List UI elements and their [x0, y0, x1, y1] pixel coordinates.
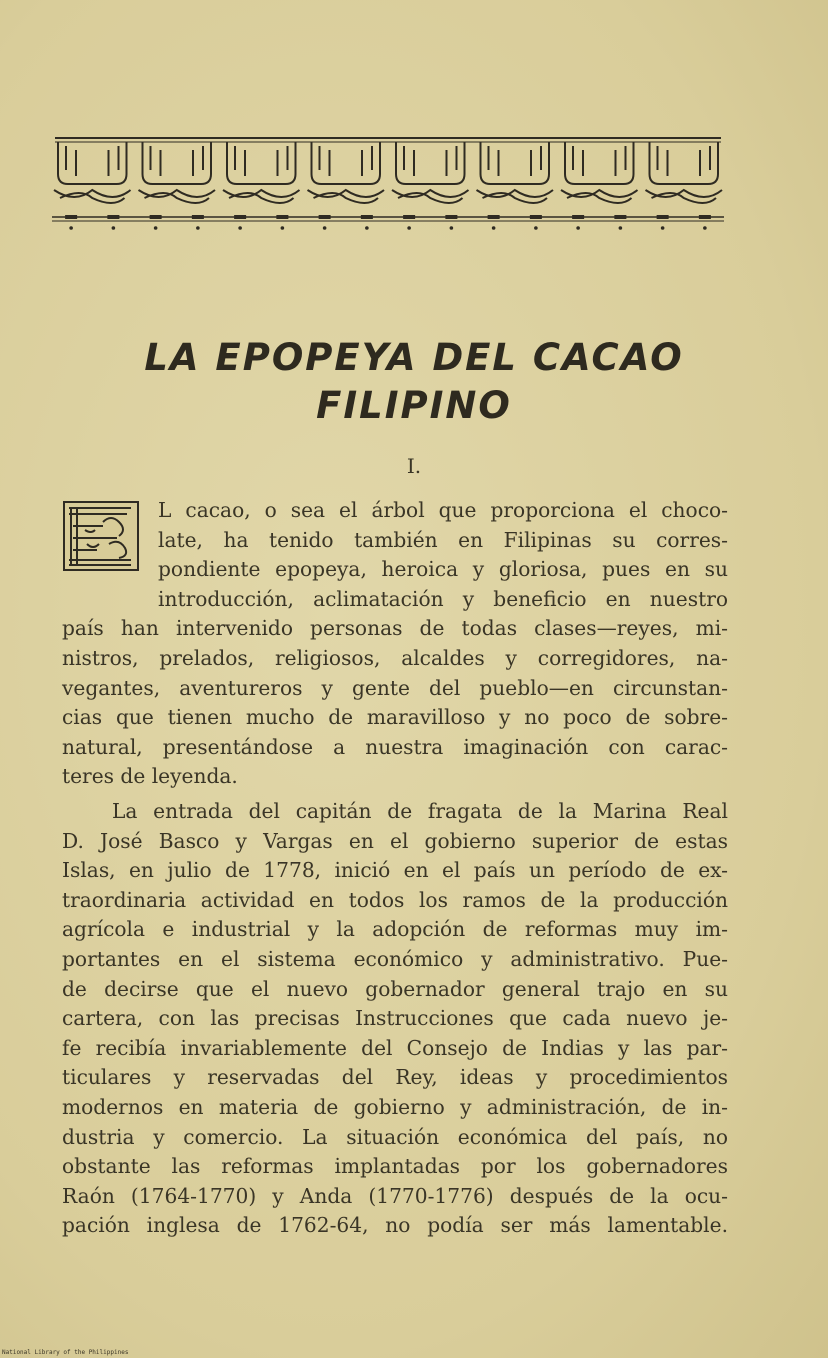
ornament-bracket	[319, 215, 331, 219]
text-line: traordinaria actividad en todos los ramos de la producción	[62, 887, 728, 912]
ornament-drop	[365, 226, 369, 230]
text-line: D. José Basco y Vargas en el gobierno superior de estas	[62, 828, 728, 853]
ornament-drop	[576, 226, 580, 230]
ornament-drop	[450, 226, 454, 230]
text-line: introducción, aclimatación y beneficio en nuestro	[158, 586, 728, 611]
text-line: natural, presentándose a nuestra imaginación con carac-	[62, 734, 728, 759]
text-line: obstante las reformas implantadas por los gobernadores	[62, 1154, 728, 1179]
header-ornament	[50, 120, 726, 250]
ornament-bracket	[192, 215, 204, 219]
ornament-drop	[112, 226, 116, 230]
text-line: fe recibía invariablemente del Consejo de Indias y las par-	[62, 1035, 728, 1060]
ornament-bracket	[657, 215, 669, 219]
ornament-bracket	[572, 215, 584, 219]
ornament-drop	[69, 226, 73, 230]
text-line: dustria y comercio. La situación económica del país, no	[62, 1124, 728, 1149]
ornament-drop	[323, 226, 327, 230]
ornament-unit	[392, 142, 469, 203]
title-line-2: FILIPINO	[316, 384, 512, 427]
ornament-drop	[196, 226, 200, 230]
text-line: portantes en el sistema económico y administrativo. Pue-	[62, 946, 728, 971]
ornament-bracket	[276, 215, 288, 219]
ornament-bracket	[234, 215, 246, 219]
section-number: I.	[406, 454, 422, 478]
ornament-unit	[477, 142, 554, 203]
ornament-bracket	[445, 215, 457, 219]
text-line: vegantes, aventureros y gente del pueblo—en circunstan-	[62, 675, 728, 700]
text-line: pondiente epopeya, heroica y gloriosa, pues en su	[158, 557, 728, 582]
ornament-bracket	[614, 215, 626, 219]
ornament-drop	[534, 226, 538, 230]
text-line: nistros, prelados, religiosos, alcaldes y corregidores, na-	[62, 645, 728, 670]
text-line: país han intervenido personas de todas clases—reyes, mi-	[62, 616, 728, 641]
ornament-bracket	[403, 215, 415, 219]
title-line-1: LA EPOPEYA DEL CACAO	[144, 336, 684, 379]
text-line: late, ha tenido también en Filipinas su corres-	[158, 527, 728, 552]
text-line: agrícola e industrial y la adopción de reformas muy im-	[62, 917, 728, 942]
ornament-unit	[223, 142, 300, 203]
ornament-unit	[54, 142, 131, 203]
ornament-drop	[661, 226, 665, 230]
text-line: teres de leyenda.	[62, 764, 238, 789]
text-line: modernos en materia de gobierno y administración, de in-	[62, 1094, 728, 1119]
ornament-unit	[308, 142, 385, 203]
text-line: Islas, en julio de 1778, inició en el país un período de ex-	[62, 858, 728, 883]
ornament-bracket	[530, 215, 542, 219]
ornament-panels	[55, 138, 721, 142]
ornament-bracket	[65, 215, 77, 219]
ornament-unit	[139, 142, 216, 203]
text-line: L cacao, o sea el árbol que proporciona el choco-	[158, 498, 728, 522]
ornament-drop	[492, 226, 496, 230]
ornament-drop	[619, 226, 623, 230]
ornament-drop	[154, 226, 158, 230]
text-line: cias que tienen mucho de maravilloso y no poco de sobre-	[62, 705, 728, 730]
text-line: de decirse que el nuevo gobernador general trajo en su	[62, 976, 728, 1001]
text-line: cartera, con las precisas Instrucciones que cada nuevo je-	[62, 1006, 728, 1031]
ornament-unit	[646, 142, 723, 203]
ornament-bracket	[150, 215, 162, 219]
paragraph-1	[62, 496, 728, 792]
ornament-bracket	[107, 215, 119, 219]
ornament-drop	[238, 226, 242, 230]
text-line: ticulares y reservadas del Rey, ideas y procedimientos	[62, 1065, 728, 1090]
ornament-drop	[407, 226, 411, 230]
ornament-unit	[561, 142, 638, 203]
text-line: pación inglesa de 1762-64, no podía ser más lamentable.	[62, 1213, 728, 1238]
text-line: Raón (1764-1770) y Anda (1770-1776) después de la ocu-	[62, 1183, 728, 1208]
ornament-bracket	[488, 215, 500, 219]
ornament-bracket	[699, 215, 711, 219]
paragraph-2	[62, 797, 728, 1241]
library-footer: National Library of the Philippines	[2, 1349, 129, 1356]
ornament-drop	[281, 226, 285, 230]
ornament-drop	[703, 226, 707, 230]
ornament-bracket	[361, 215, 373, 219]
text-line: La entrada del capitán de fragata de la Marina Real	[112, 799, 728, 823]
